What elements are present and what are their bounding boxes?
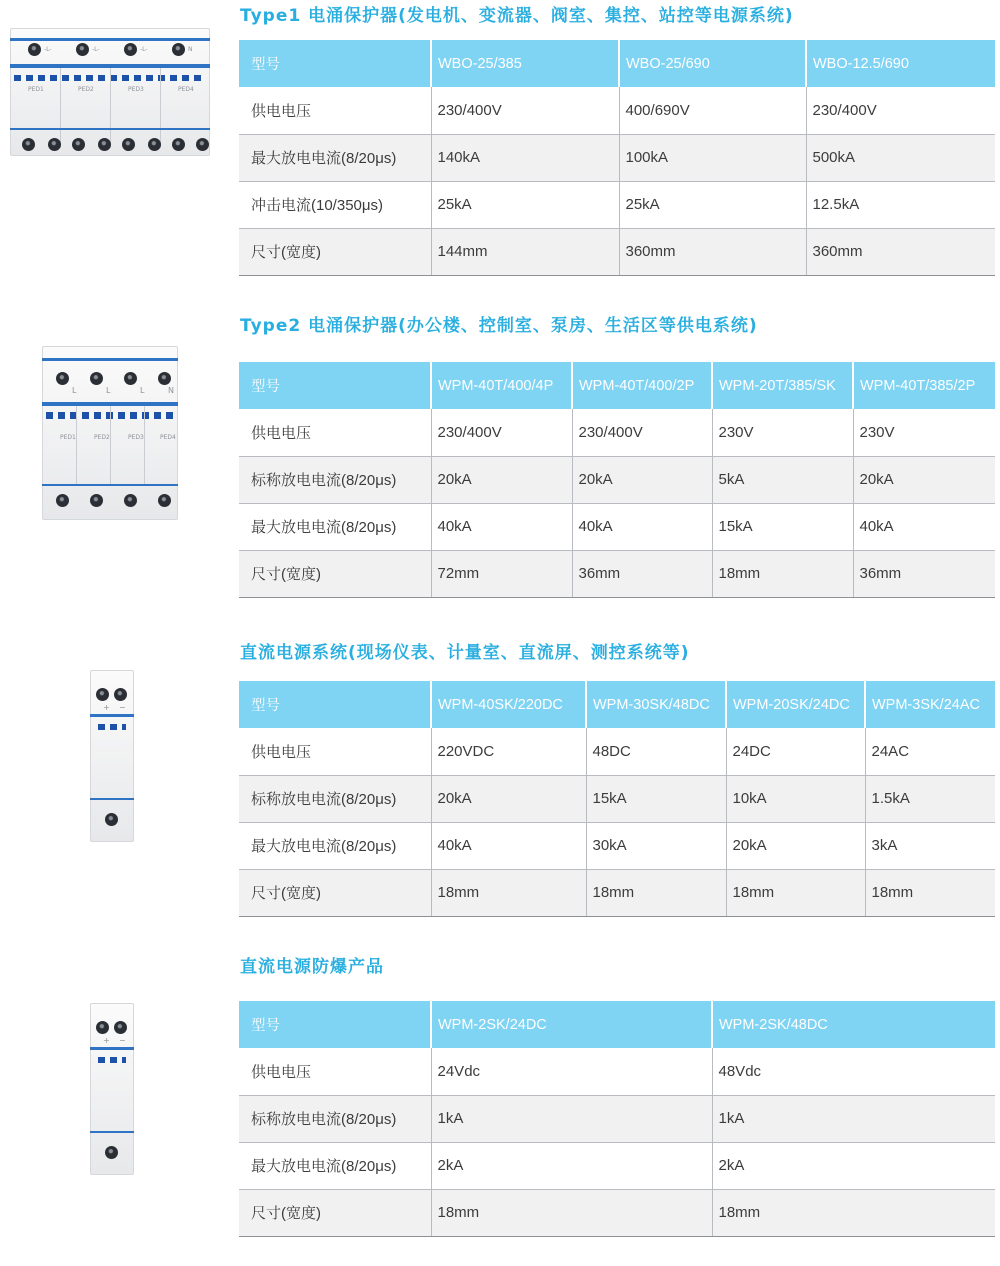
spec-table-dc-explosion-proof xyxy=(239,1001,995,1237)
table-cell: 25kA xyxy=(619,181,806,228)
table-header-row xyxy=(239,1001,995,1048)
table-cell: 220VDC xyxy=(431,728,586,775)
table-cell: 230/400V xyxy=(806,87,995,134)
section-title-dc-explosion-proof: 直流电源防爆产品 xyxy=(240,957,384,977)
table-row xyxy=(239,1189,995,1236)
table-cell: 400/690V xyxy=(619,87,806,134)
table-cell: 18mm xyxy=(586,869,726,916)
header-cell: WPM-2SK/24DC xyxy=(431,1001,712,1048)
header-cell: 型号 xyxy=(239,1001,431,1048)
row-label: 尺寸(宽度) xyxy=(239,228,431,275)
table-row xyxy=(239,456,995,503)
row-label: 供电电压 xyxy=(239,409,431,456)
table-cell: 230V xyxy=(853,409,995,456)
table-cell: 25kA xyxy=(431,181,619,228)
table-cell: 360mm xyxy=(619,228,806,275)
type2-terminal-label: N xyxy=(168,386,174,395)
dc-product-image xyxy=(90,670,138,846)
table-header-row xyxy=(239,40,995,87)
table-cell: 18mm xyxy=(865,869,995,916)
table-cell: 72mm xyxy=(431,550,572,597)
table-cell: 2kA xyxy=(431,1142,712,1189)
table-cell: 20kA xyxy=(853,456,995,503)
table-row xyxy=(239,1142,995,1189)
table-cell: 20kA xyxy=(572,456,712,503)
table-cell: 18mm xyxy=(431,1189,712,1236)
table-cell: 140kA xyxy=(431,134,619,181)
dc-polarity-plus: + xyxy=(103,1036,110,1045)
table-cell: 20kA xyxy=(726,822,865,869)
table-cell: 18mm xyxy=(726,869,865,916)
table-cell: 36mm xyxy=(572,550,712,597)
row-label: 尺寸(宽度) xyxy=(239,1189,431,1236)
header-cell: WPM-20T/385/SK xyxy=(712,362,853,409)
header-cell: WPM-40T/400/2P xyxy=(572,362,712,409)
table-row xyxy=(239,1048,995,1095)
row-label: 冲击电流(10/350μs) xyxy=(239,181,431,228)
table-cell: 40kA xyxy=(431,822,586,869)
type2-module-label: PED3 xyxy=(128,434,144,441)
spec-table-type2 xyxy=(239,362,995,598)
row-label: 供电电压 xyxy=(239,1048,431,1095)
table-row xyxy=(239,1095,995,1142)
row-label: 尺寸(宽度) xyxy=(239,550,431,597)
table-cell: 40kA xyxy=(853,503,995,550)
table-header-row xyxy=(239,362,995,409)
header-cell: 型号 xyxy=(239,362,431,409)
type1-terminal-label: N xyxy=(188,46,193,53)
table-cell: 3kA xyxy=(865,822,995,869)
type2-module-label: PED4 xyxy=(160,434,176,441)
spec-table-dc-system xyxy=(239,681,995,917)
type2-product-image xyxy=(42,346,182,524)
table-cell: 48Vdc xyxy=(712,1048,995,1095)
header-cell: WPM-40T/400/4P xyxy=(431,362,572,409)
type2-module-label: PED2 xyxy=(94,434,110,441)
type1-terminal-label: -L- xyxy=(140,46,148,53)
header-cell: WPM-3SK/24AC xyxy=(865,681,995,728)
table-cell: 5kA xyxy=(712,456,853,503)
table-row xyxy=(239,822,995,869)
header-cell: WPM-30SK/48DC xyxy=(586,681,726,728)
table-cell: 12.5kA xyxy=(806,181,995,228)
table-cell: 1kA xyxy=(712,1095,995,1142)
header-cell: WPM-40T/385/2P xyxy=(853,362,995,409)
header-cell: WBO-25/690 xyxy=(619,40,806,87)
type1-product-image xyxy=(10,28,212,160)
table-row xyxy=(239,550,995,597)
header-cell: WBO-12.5/690 xyxy=(806,40,995,87)
row-label: 最大放电电流(8/20μs) xyxy=(239,822,431,869)
table-cell: 30kA xyxy=(586,822,726,869)
table-cell: 48DC xyxy=(586,728,726,775)
type1-module-label: PED3 xyxy=(128,86,144,93)
header-cell: WBO-25/385 xyxy=(431,40,619,87)
table-cell: 230/400V xyxy=(431,87,619,134)
dc-explosion-proof-product-image xyxy=(90,1003,138,1179)
table-cell: 24Vdc xyxy=(431,1048,712,1095)
row-label: 标称放电电流(8/20μs) xyxy=(239,775,431,822)
type1-module-label: PED4 xyxy=(178,86,194,93)
row-label: 标称放电电流(8/20μs) xyxy=(239,1095,431,1142)
type1-module-label: PED1 xyxy=(28,86,44,93)
table-cell: 1.5kA xyxy=(865,775,995,822)
table-cell: 24DC xyxy=(726,728,865,775)
table-cell: 2kA xyxy=(712,1142,995,1189)
table-cell: 36mm xyxy=(853,550,995,597)
table-row xyxy=(239,228,995,275)
table-cell: 40kA xyxy=(572,503,712,550)
type1-terminal-label: -L- xyxy=(92,46,100,53)
table-cell: 18mm xyxy=(712,550,853,597)
table-row xyxy=(239,134,995,181)
table-cell: 500kA xyxy=(806,134,995,181)
table-cell: 18mm xyxy=(712,1189,995,1236)
table-row xyxy=(239,869,995,916)
header-cell: WPM-2SK/48DC xyxy=(712,1001,995,1048)
table-cell: 230V xyxy=(712,409,853,456)
header-cell: WPM-40SK/220DC xyxy=(431,681,586,728)
dc-polarity-minus: − xyxy=(119,703,126,712)
type2-terminal-label: L xyxy=(106,386,111,395)
section-title-type2: Type2 电涌保护器(办公楼、控制室、泵房、生活区等供电系统) xyxy=(240,316,758,336)
table-cell: 360mm xyxy=(806,228,995,275)
row-label: 标称放电电流(8/20μs) xyxy=(239,456,431,503)
row-label: 最大放电电流(8/20μs) xyxy=(239,503,431,550)
table-cell: 20kA xyxy=(431,456,572,503)
row-label: 最大放电电流(8/20μs) xyxy=(239,1142,431,1189)
dc-polarity-minus: − xyxy=(119,1036,126,1045)
table-cell: 144mm xyxy=(431,228,619,275)
table-cell: 15kA xyxy=(586,775,726,822)
header-cell: WPM-20SK/24DC xyxy=(726,681,865,728)
table-cell: 230/400V xyxy=(572,409,712,456)
type2-module-label: PED1 xyxy=(60,434,76,441)
row-label: 尺寸(宽度) xyxy=(239,869,431,916)
table-cell: 10kA xyxy=(726,775,865,822)
table-row xyxy=(239,728,995,775)
table-cell: 15kA xyxy=(712,503,853,550)
table-cell: 20kA xyxy=(431,775,586,822)
table-row xyxy=(239,775,995,822)
header-cell: 型号 xyxy=(239,681,431,728)
header-cell: 型号 xyxy=(239,40,431,87)
spec-table-type1 xyxy=(239,40,995,276)
section-title-dc-system: 直流电源系统(现场仪表、计量室、直流屏、测控系统等) xyxy=(240,643,690,663)
row-label: 供电电压 xyxy=(239,87,431,134)
section-title-type1: Type1 电涌保护器(发电机、变流器、阀室、集控、站控等电源系统) xyxy=(240,6,794,26)
table-header-row xyxy=(239,681,995,728)
type1-module-label: PED2 xyxy=(78,86,94,93)
table-cell: 18mm xyxy=(431,869,586,916)
type1-terminal-label: -L- xyxy=(44,46,52,53)
table-cell: 230/400V xyxy=(431,409,572,456)
table-row xyxy=(239,503,995,550)
dc-polarity-plus: + xyxy=(103,703,110,712)
table-cell: 100kA xyxy=(619,134,806,181)
table-row xyxy=(239,87,995,134)
table-row xyxy=(239,181,995,228)
table-cell: 24AC xyxy=(865,728,995,775)
type2-terminal-label: L xyxy=(72,386,77,395)
table-cell: 40kA xyxy=(431,503,572,550)
row-label: 供电电压 xyxy=(239,728,431,775)
table-row xyxy=(239,409,995,456)
row-label: 最大放电电流(8/20μs) xyxy=(239,134,431,181)
table-cell: 1kA xyxy=(431,1095,712,1142)
type2-terminal-label: L xyxy=(140,386,145,395)
